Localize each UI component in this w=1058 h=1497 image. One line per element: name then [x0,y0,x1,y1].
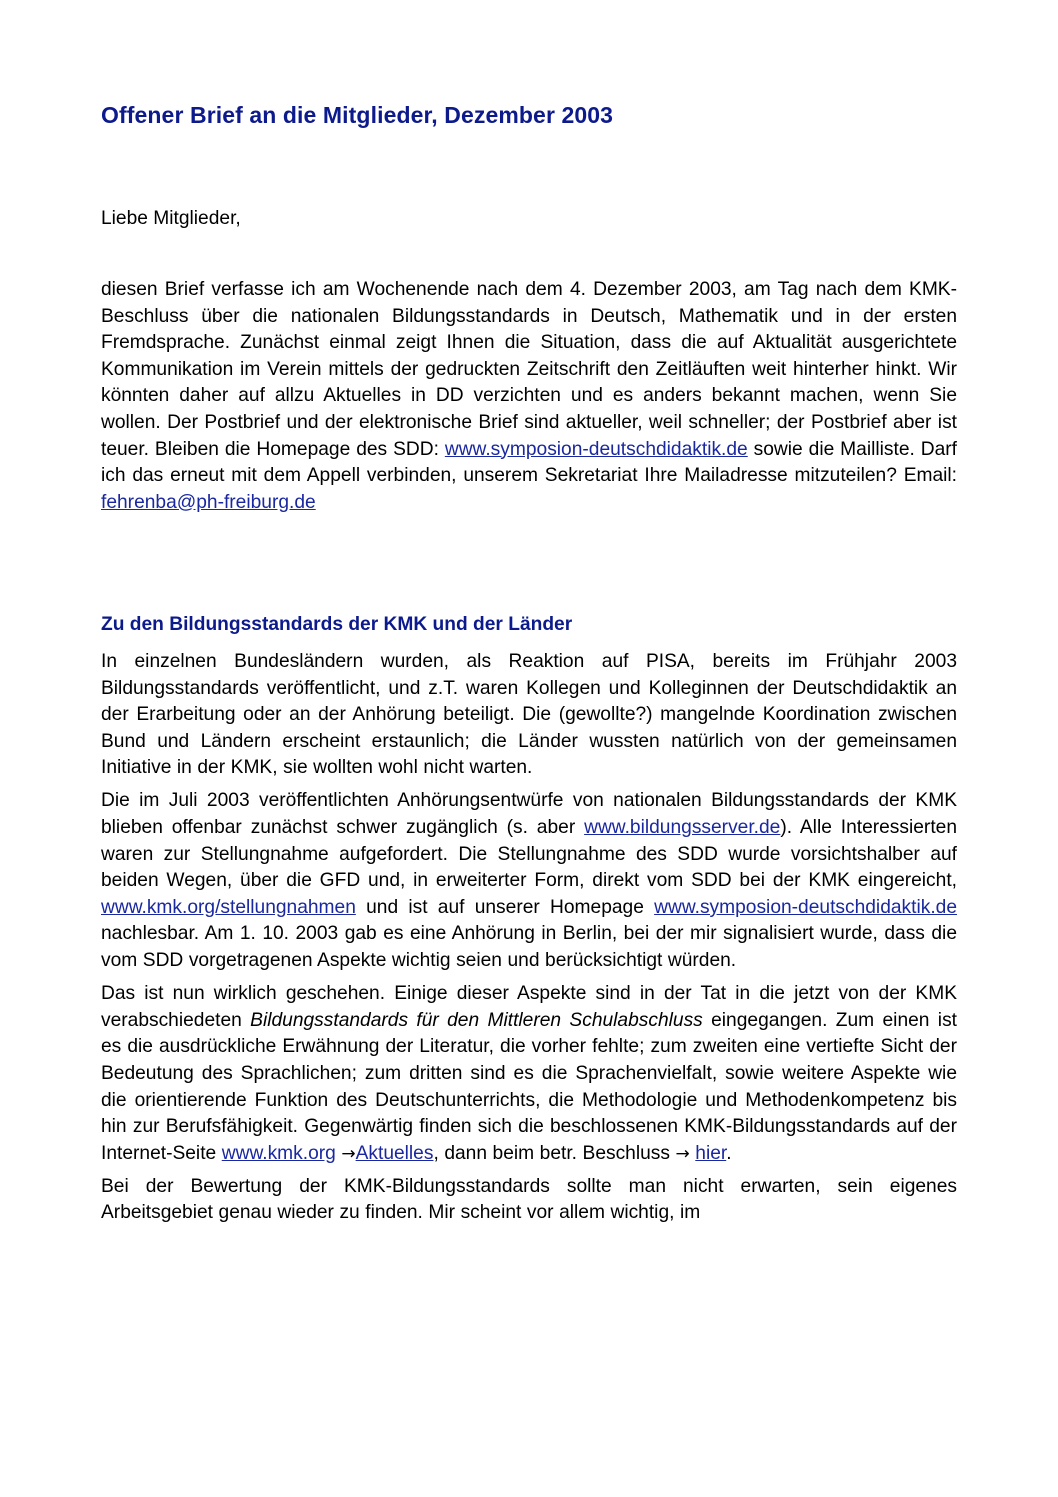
paragraph-2-text-1: Die im Juli 2003 veröffentlichten Anhörungsentwürfe von nationalen Bildungsstandards der KMK blieben offenbar zunächst schwer zugänglich (s. aber [101,790,957,839]
bildungsserver-link[interactable]: www.bildungsserver.de [584,817,781,839]
paragraph-4: Bei der Bewertung der KMK-Bildungsstandards sollte man nicht erwarten, sein eigenes Arbeitsgebiet genau wieder zu finden. Mir scheint vor allem wichtig, im [101,1175,957,1224]
homepage-link[interactable]: www.symposion-deutschdidaktik.de [444,438,748,460]
intro-paragraph [101,277,957,516]
section-body [101,649,957,1227]
paragraph-3 [101,981,957,1167]
arrow-right-icon-2: → [675,1143,690,1164]
paragraph-2 [101,788,957,974]
salutation: Liebe Mitglieder, [101,208,241,229]
paragraph-2-text-2: ). Alle Interessierten waren zur Stellungnahme aufgefordert. Die Stellungnahme des SDD wurde vorsichtshalber auf beiden Wegen, über die GFD und, in erweiterter Form, direkt vom SDD bei der KMK eingereicht, [101,817,957,892]
email-link[interactable]: fehrenba@ph-freiburg.de [101,491,316,513]
paragraph-3-text-1: Das ist nun wirklich geschehen. Einige dieser Aspekte sind in der Tat in die jetzt von der KMK verabschiedeten [101,983,957,1031]
paragraph-2-text-4: nachlesbar. Am 1. 10. 2003 gab es eine Anhörung in Berlin, bei der mir signalisiert wurde, dass die vom SDD vorgetragenen Aspekte wichtig seien und berücksichtigt würden. [101,923,957,972]
section-heading: Zu den Bildungsstandards der KMK und der Länder [101,614,573,635]
stellungnahmen-link[interactable]: www.kmk.org/stellungnahmen [101,896,356,918]
intro-text-1: diesen Brief verfasse ich am Wochenende nach dem 4. Dezember 2003, am Tag nach dem KMK-Beschluss über die nationalen Bildungsstandards in Deutsch, Mathematik und in der ersten Fremdsprache. Zunächst einmal zeigt Ihnen die Situation, dass die auf Aktualität ausgerichtete Kommunikation im Verein mittels der gedruckten Zeitschrift den Zeitläuften weit hinterher hinkt. Wir könnten daher auf allzu Aktuelles in DD verzichten und es anders bekannt machen, wenn Sie wollen. Der Postbrief und der elektronische Brief sind aktueller, weil schneller; der Postbrief aber ist teuer. Bleiben die Homepage des SDD: [101,279,957,460]
kmk-link[interactable]: www.kmk.org [221,1142,336,1164]
paragraph-3-text-3: , dann beim betr. Beschluss [433,1142,676,1164]
paragraph-3-text-4: . [726,1142,732,1164]
homepage-link-2[interactable]: www.symposion-deutschdidaktik.de [654,896,957,918]
letter-title: Offener Brief an die Mitglieder, Dezember 2003 [101,102,614,128]
intro-text-2: sowie die Mailliste. Darf ich das erneut mit dem Appell verbinden, unserem Sekretariat Ihre Mailadresse mitzuteilen? Email: [101,438,957,487]
aktuelles-link[interactable]: Aktuelles [355,1142,434,1164]
paragraph-2-text-3: und ist auf unserer Homepage [355,896,655,918]
standards-title: Bildungsstandards für den Mittleren Schulabschluss [250,1009,703,1031]
paragraph-3-text-2: eingegangen. Zum einen ist es die ausdrückliche Erwähnung der Literatur, die vorher fehlte; zum zweiten eine vertiefte Sicht der Bedeutung des Sprachlichen; zum dritten sind es die Sprachenvielfalt, sowie weitere Aspekte wie die orientierende Funktion des Deutschunterrichts, die Methodologie und Methodenkompetenz bis hin zur Berufsfähigkeit. Gegenwärtig finden sich die beschlossenen KMK-Bildungsstandards auf der Internet-Seite [101,1009,957,1164]
hier-link[interactable]: hier [695,1142,727,1164]
paragraph-1: In einzelnen Bundesländern wurden, als Reaktion auf PISA, bereits im Frühjahr 2003 Bildungsstandards veröffentlicht, und z.T. waren Kollegen und Kolleginnen der Deutschdidaktik an der Erarbeitung oder an der Anhörung beteiligt. Die (gewollte?) mangelnde Koordination zwischen Bund und Ländern erscheint erstaunlich; die Länder wussten natürlich von der gemeinsamen Initiative in der KMK, sie wollten wohl nicht warten. [101,651,957,779]
arrow-right-icon: → [341,1143,356,1164]
